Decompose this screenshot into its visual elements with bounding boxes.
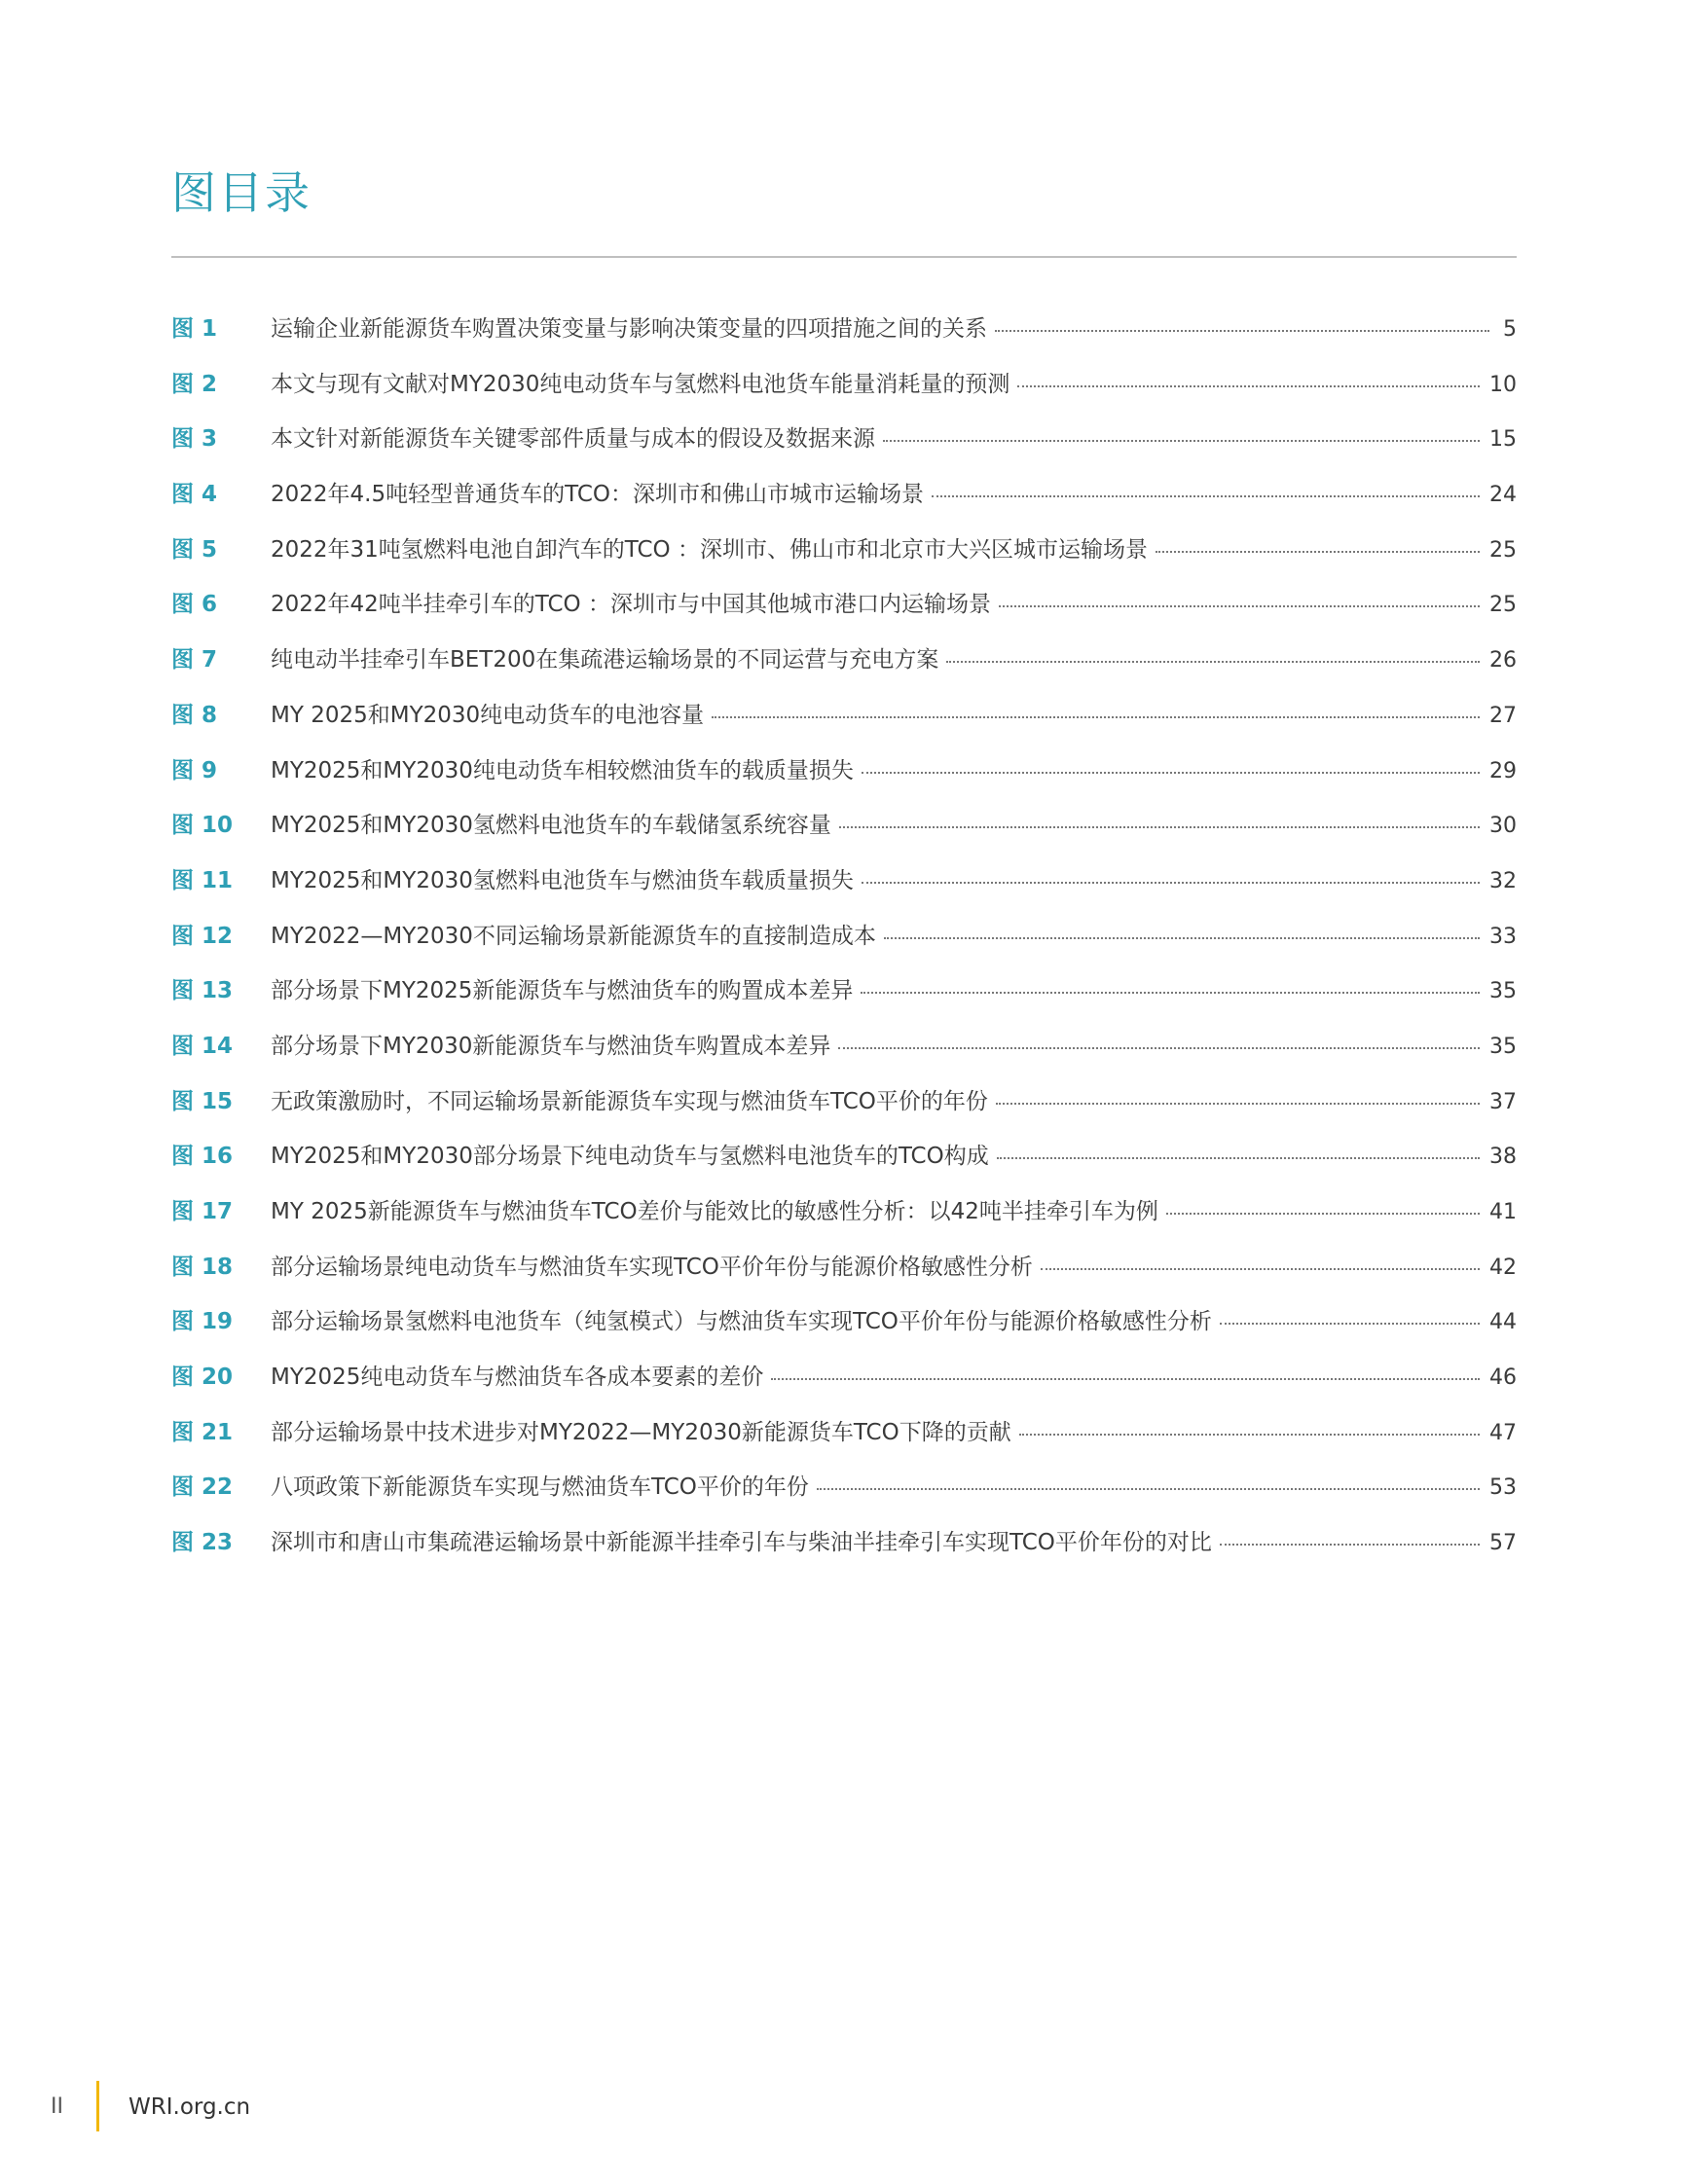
toc-entry[interactable]	[171, 309, 1517, 365]
toc-dot-leader	[862, 772, 1480, 774]
toc-figure-label: 图 20	[171, 1365, 234, 1391]
toc-dot-leader	[839, 826, 1480, 828]
toc-figure-title: 本文针对新能源货车关键零部件质量与成本的假设及数据来源	[271, 426, 875, 453]
toc-figure-title: 2022年31吨氢燃料电池自卸汽车的TCO ：深圳市、佛山市和北京市大兴区城市运输场景	[271, 536, 1148, 563]
toc-dot-leader	[838, 1047, 1480, 1049]
toc-figure-title: 深圳市和唐山市集疏港运输场景中新能源半挂牵引车与柴油半挂牵引车实现TCO平价年份的对比	[271, 1530, 1212, 1556]
toc-page-number: 42	[1489, 1255, 1517, 1280]
toc-figure-label: 图 4	[171, 482, 218, 508]
toc-page-number: 35	[1489, 979, 1517, 1004]
toc-dot-leader	[1220, 1544, 1480, 1546]
toc-page-number: 46	[1489, 1365, 1517, 1391]
toc-figure-title: 部分运输场景纯电动货车与燃油货车实现TCO平价年份与能源价格敏感性分析	[271, 1254, 1033, 1280]
toc-figure-label: 图 13	[171, 978, 234, 1004]
toc-page-number: 30	[1489, 814, 1517, 839]
toc-figure-title: MY 2025新能源货车与燃油货车TCO差价与能效比的敏感性分析：以42吨半挂牵引车为例	[271, 1199, 1158, 1224]
toc-figure-label: 图 3	[171, 426, 218, 453]
toc-figure-label: 图 6	[171, 592, 218, 618]
toc-dot-leader	[862, 882, 1480, 884]
toc-figure-label: 图 17	[171, 1199, 234, 1224]
toc-entry[interactable]	[171, 1082, 1517, 1138]
toc-figure-label: 图 11	[171, 867, 234, 893]
toc-page-number: 38	[1489, 1145, 1517, 1170]
toc-page-number: 27	[1489, 703, 1517, 728]
toc-figure-title: MY2025和MY2030部分场景下纯电动货车与氢燃料电池货车的TCO构成	[271, 1144, 989, 1170]
toc-page-number: 44	[1489, 1310, 1517, 1335]
toc-figure-label: 图 21	[171, 1419, 234, 1445]
toc-figure-title: MY 2025和MY2030纯电动货车的电池容量	[271, 702, 705, 728]
toc-page-number: 25	[1489, 537, 1517, 563]
toc-dot-leader	[883, 440, 1480, 442]
toc-entry[interactable]	[171, 1027, 1517, 1082]
toc-figure-label: 图 15	[171, 1088, 234, 1114]
toc-figure-title: 2022年42吨半挂牵引车的TCO ：深圳市与中国其他城市港口内运输场景	[271, 592, 991, 618]
toc-figure-title: 纯电动半挂牵引车BET200在集疏港运输场景的不同运营与充电方案	[271, 647, 939, 673]
toc-figure-label: 图 9	[171, 757, 218, 783]
toc-entry[interactable]	[171, 1523, 1517, 1579]
toc-page-number: 57	[1489, 1531, 1517, 1556]
toc-entry[interactable]	[171, 365, 1517, 420]
toc-figure-label: 图 5	[171, 536, 218, 563]
toc-entry[interactable]	[171, 640, 1517, 696]
footer-website-link[interactable]: WRI.org.cn	[128, 2094, 251, 2120]
toc-page-number: 10	[1489, 372, 1517, 397]
toc-figure-label: 图 23	[171, 1530, 234, 1556]
toc-dot-leader	[884, 937, 1480, 939]
footer-page-number: II	[51, 2094, 63, 2119]
toc-figure-label: 图 14	[171, 1033, 234, 1059]
toc-entry[interactable]	[171, 1302, 1517, 1358]
toc-figure-label: 图 18	[171, 1254, 234, 1280]
toc-entry[interactable]	[171, 917, 1517, 972]
toc-page-number: 26	[1489, 648, 1517, 673]
toc-figure-title: 本文与现有文献对MY2030纯电动货车与氢燃料电池货车能量消耗量的预测	[271, 371, 1010, 397]
toc-entry[interactable]	[171, 419, 1517, 475]
toc-dot-leader	[771, 1378, 1480, 1380]
toc-entry[interactable]	[171, 1413, 1517, 1469]
toc-entry[interactable]	[171, 475, 1517, 530]
toc-figure-label: 图 1	[171, 316, 218, 342]
toc-dot-leader	[1017, 385, 1480, 387]
toc-dot-leader	[997, 1157, 1480, 1159]
toc-figure-label: 图 12	[171, 923, 234, 949]
toc-dot-leader	[712, 716, 1480, 718]
toc-page-number: 53	[1489, 1475, 1517, 1501]
toc-page-number: 47	[1489, 1420, 1517, 1445]
toc-page-number: 25	[1489, 593, 1517, 618]
toc-page-number: 29	[1489, 758, 1517, 783]
title-divider	[171, 256, 1517, 258]
footer-divider-bar	[96, 2081, 99, 2131]
toc-page-number: 41	[1489, 1200, 1517, 1224]
toc-entry[interactable]	[171, 751, 1517, 807]
toc-dot-leader	[861, 992, 1480, 994]
toc-figure-label: 图 7	[171, 647, 218, 673]
figure-list	[171, 309, 1517, 1579]
toc-entry[interactable]	[171, 806, 1517, 861]
toc-figure-label: 图 8	[171, 702, 218, 728]
toc-dot-leader	[932, 495, 1480, 497]
toc-figure-label: 图 22	[171, 1474, 234, 1501]
toc-entry[interactable]	[171, 1137, 1517, 1192]
toc-entry[interactable]	[171, 1248, 1517, 1303]
toc-entry[interactable]	[171, 861, 1517, 917]
toc-dot-leader	[1156, 551, 1480, 553]
toc-figure-title: 运输企业新能源货车购置决策变量与影响决策变量的四项措施之间的关系	[271, 316, 987, 342]
toc-entry[interactable]	[171, 1192, 1517, 1248]
toc-page-number: 32	[1489, 868, 1517, 893]
toc-figure-title: 部分运输场景中技术进步对MY2022—MY2030新能源货车TCO下降的贡献	[271, 1419, 1011, 1445]
toc-page-number: 5	[1503, 317, 1517, 342]
toc-figure-title: 八项政策下新能源货车实现与燃油货车TCO平价的年份	[271, 1474, 809, 1501]
toc-figure-title: 部分场景下MY2030新能源货车与燃油货车购置成本差异	[271, 1033, 831, 1059]
toc-dot-leader	[996, 1103, 1480, 1105]
toc-figure-title: 无政策激励时，不同运输场景新能源货车实现与燃油货车TCO平价的年份	[271, 1088, 988, 1114]
toc-entry[interactable]	[171, 530, 1517, 586]
toc-page-number: 35	[1489, 1034, 1517, 1059]
toc-entry[interactable]	[171, 696, 1517, 751]
toc-dot-leader	[1166, 1213, 1480, 1215]
toc-entry[interactable]	[171, 1468, 1517, 1523]
toc-entry[interactable]	[171, 1358, 1517, 1413]
toc-page-number: 15	[1489, 427, 1517, 453]
toc-page-number: 33	[1489, 924, 1517, 949]
toc-figure-title: MY2022—MY2030不同运输场景新能源货车的直接制造成本	[271, 923, 876, 949]
toc-dot-leader	[946, 661, 1480, 663]
toc-figure-title: 部分运输场景氢燃料电池货车（纯氢模式）与燃油货车实现TCO平价年份与能源价格敏感性分析	[271, 1309, 1212, 1335]
toc-entry[interactable]	[171, 971, 1517, 1027]
toc-dot-leader	[995, 330, 1489, 332]
toc-figure-title: MY2025和MY2030纯电动货车相较燃油货车的载质量损失	[271, 757, 854, 783]
toc-dot-leader	[1220, 1323, 1480, 1325]
page-title: 图目录	[171, 166, 312, 219]
toc-dot-leader	[1019, 1434, 1480, 1436]
toc-figure-title: 2022年4.5吨轻型普通货车的TCO：深圳市和佛山市城市运输场景	[271, 482, 924, 508]
toc-dot-leader	[1041, 1268, 1480, 1270]
toc-figure-title: 部分场景下MY2025新能源货车与燃油货车的购置成本差异	[271, 978, 854, 1004]
toc-entry[interactable]	[171, 585, 1517, 640]
toc-figure-label: 图 10	[171, 813, 234, 839]
toc-figure-title: MY2025和MY2030氢燃料电池货车的车载储氢系统容量	[271, 813, 831, 839]
toc-figure-label: 图 19	[171, 1309, 234, 1335]
toc-figure-label: 图 16	[171, 1144, 234, 1170]
toc-figure-label: 图 2	[171, 371, 218, 397]
toc-figure-title: MY2025和MY2030氢燃料电池货车与燃油货车载质量损失	[271, 867, 854, 893]
toc-dot-leader	[999, 605, 1480, 607]
toc-dot-leader	[817, 1488, 1480, 1490]
toc-page-number: 37	[1489, 1089, 1517, 1114]
toc-page-number: 24	[1489, 483, 1517, 508]
toc-figure-title: MY2025纯电动货车与燃油货车各成本要素的差价	[271, 1365, 764, 1391]
